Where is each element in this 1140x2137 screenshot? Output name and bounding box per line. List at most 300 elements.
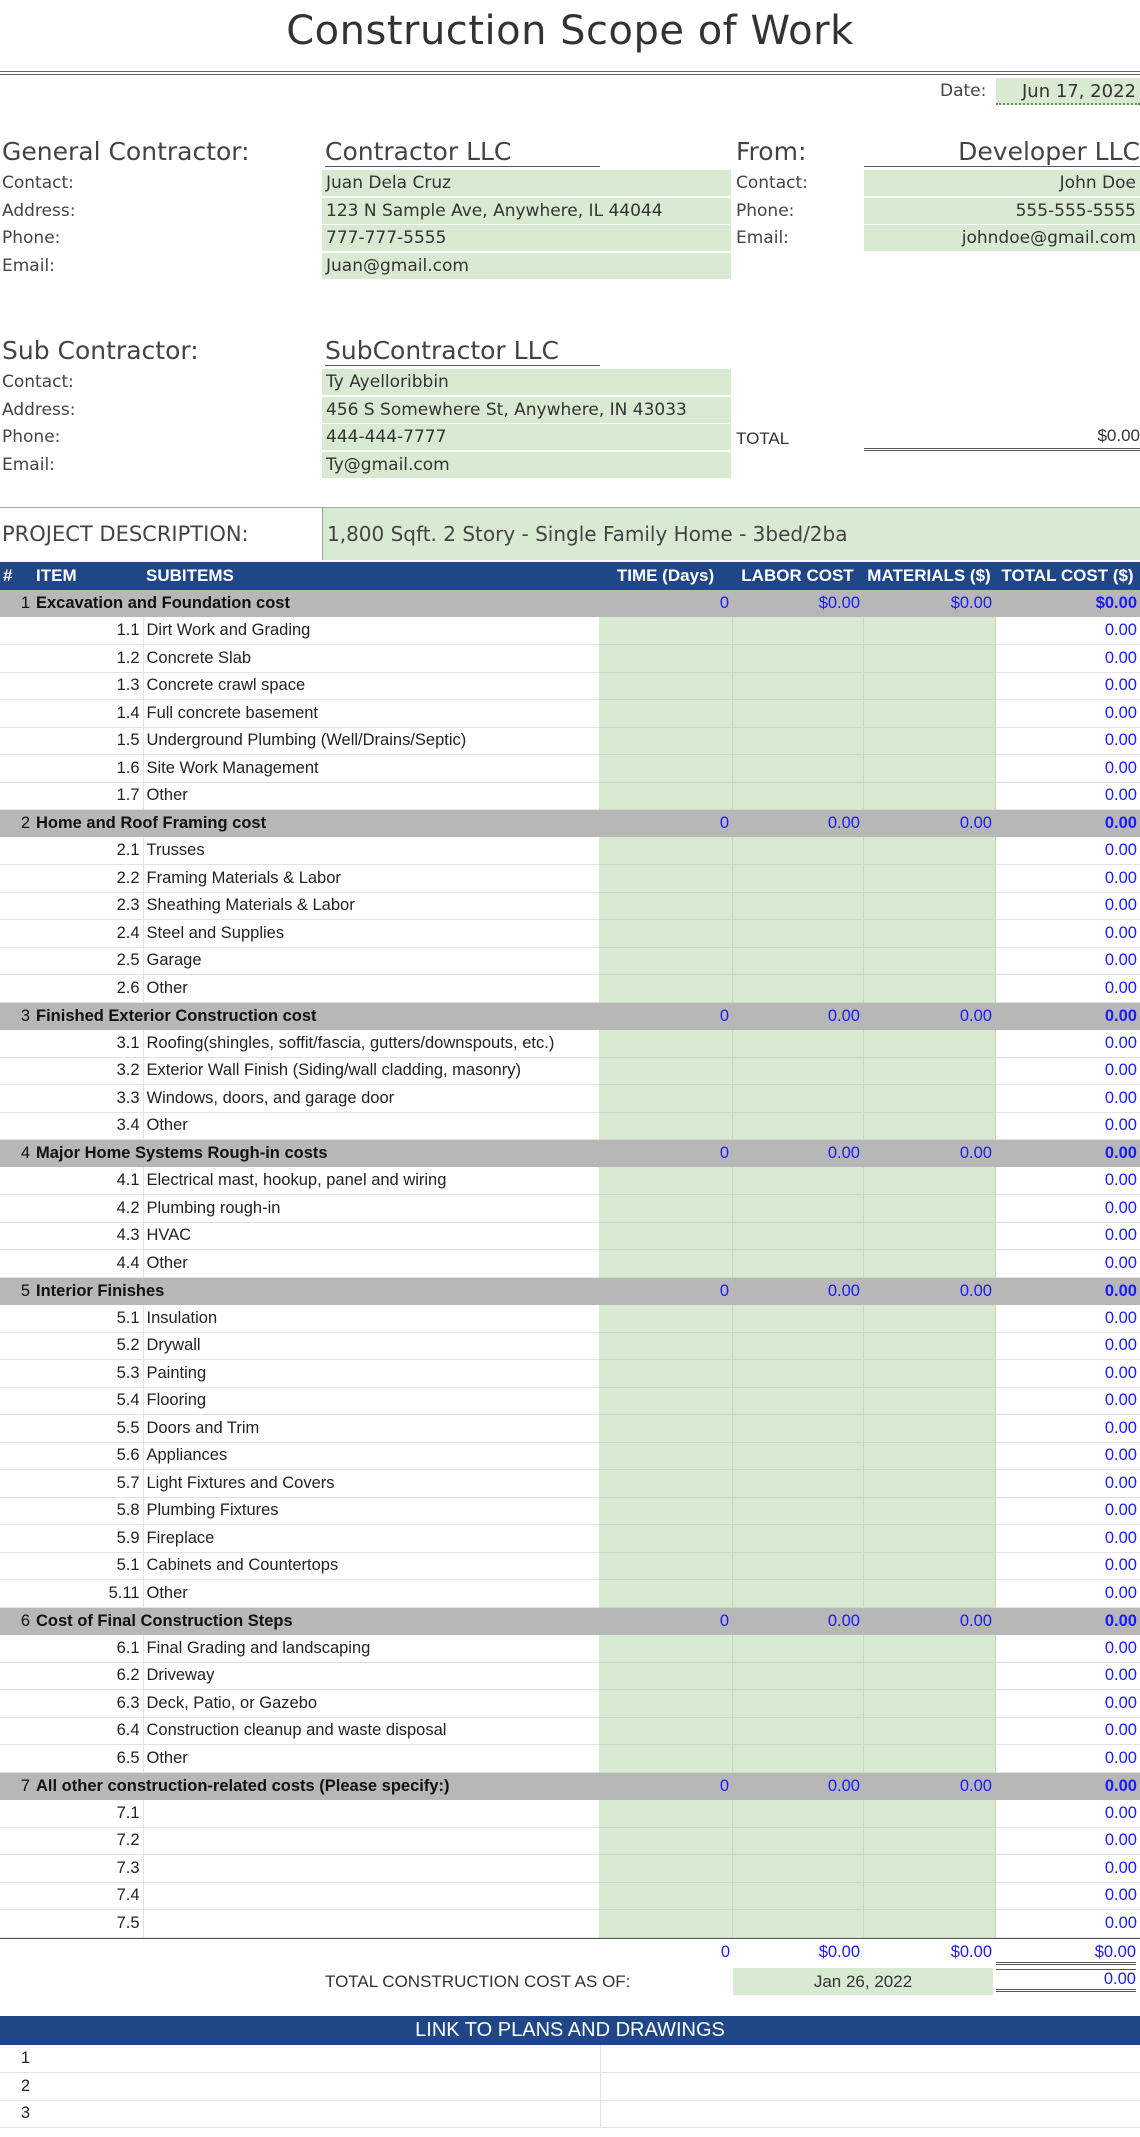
subitem-name[interactable]: Doors and Trim [143,1415,599,1443]
table-row [0,1360,1140,1388]
subitem-name[interactable]: Site Work Management [143,755,599,783]
row-blank [0,1827,33,1855]
category-labor: 0.00 [732,1002,863,1030]
subitem-total: 0.00 [995,1415,1140,1443]
general_contractor-row-value[interactable]: Juan@gmail.com [322,253,731,280]
project-description-field[interactable]: 1,800 Sqft. 2 Story - Single Family Home - 3bed/2ba [322,508,1140,560]
labor-input[interactable] [732,1635,863,1663]
time-input[interactable] [599,1222,732,1250]
subitem-name[interactable]: Concrete crawl space [143,672,599,700]
time-input[interactable] [599,1882,732,1910]
materials-input[interactable] [863,1497,995,1525]
time-input[interactable] [599,672,732,700]
materials-input[interactable] [863,645,995,673]
subitem-name[interactable] [143,1910,599,1938]
time-input[interactable] [599,1332,732,1360]
subitem-name[interactable]: Exterior Wall Finish (Siding/wall cladding, masonry) [143,1057,599,1085]
materials-input[interactable] [863,1112,995,1140]
labor-input[interactable] [732,755,863,783]
category-row [0,590,1140,618]
table-row [0,1497,1140,1525]
category-labor: 0.00 [732,810,863,838]
subitem-number: 5.1 [33,1305,143,1333]
subitem-name[interactable]: Other [143,1250,599,1278]
subitem-name[interactable]: Cabinets and Countertops [143,1552,599,1580]
time-input[interactable] [599,1552,732,1580]
time-input[interactable] [599,1662,732,1690]
subitem-total: 0.00 [995,1442,1140,1470]
labor-input[interactable] [732,892,863,920]
materials-input[interactable] [863,782,995,810]
subitem-number: 4.4 [33,1250,143,1278]
subitem-name[interactable]: Painting [143,1360,599,1388]
subitem-name[interactable]: Underground Plumbing (Well/Drains/Septic) [143,727,599,755]
labor-input[interactable] [732,1030,863,1058]
time-input[interactable] [599,1717,732,1745]
category-total: 0.00 [995,810,1140,838]
table-row [0,1112,1140,1140]
labor-input[interactable] [732,1882,863,1910]
category-materials: 0.00 [863,1277,995,1305]
materials-input[interactable] [863,672,995,700]
subitem-number: 6.4 [33,1717,143,1745]
materials-input[interactable] [863,1552,995,1580]
general_contractor-row-value[interactable]: Juan Dela Cruz [322,170,731,197]
from-row-label: Phone: [736,200,795,221]
labor-input[interactable] [732,1167,863,1195]
labor-input[interactable] [732,1745,863,1773]
row-blank [0,1250,33,1278]
subitem-name[interactable]: Other [143,975,599,1003]
labor-input[interactable] [732,1690,863,1718]
materials-input[interactable] [863,1415,995,1443]
time-input[interactable] [599,1085,732,1113]
link-row-divider [600,2073,601,2100]
time-input[interactable] [599,1690,732,1718]
general_contractor-row-value[interactable]: 777-777-5555 [322,225,731,252]
labor-input[interactable] [732,1855,863,1883]
subitem-name[interactable] [143,1882,599,1910]
labor-input[interactable] [732,1525,863,1553]
labor-input[interactable] [732,1360,863,1388]
materials-input[interactable] [863,1167,995,1195]
labor-input[interactable] [732,1827,863,1855]
materials-input[interactable] [863,1882,995,1910]
subitem-name[interactable]: Steel and Supplies [143,920,599,948]
subitem-name[interactable]: Trusses [143,837,599,865]
category-labor: 0.00 [732,1607,863,1635]
category-name: Interior Finishes [33,1277,599,1305]
subitem-name[interactable]: Windows, doors, and garage door [143,1085,599,1113]
sub_contractor-row-value[interactable]: Ty Ayelloribbin [322,369,731,396]
subitem-total: 0.00 [995,975,1140,1003]
labor-input[interactable] [732,1195,863,1223]
time-input[interactable] [599,1250,732,1278]
subitem-name[interactable] [143,1827,599,1855]
materials-input[interactable] [863,1195,995,1223]
time-input[interactable] [599,975,732,1003]
subitem-name[interactable]: Light Fixtures and Covers [143,1470,599,1498]
materials-input[interactable] [863,1745,995,1773]
subitem-number: 1.7 [33,782,143,810]
materials-input[interactable] [863,1525,995,1553]
subitem-name[interactable]: Framing Materials & Labor [143,865,599,893]
table-row [0,1442,1140,1470]
subitem-total: 0.00 [995,1525,1140,1553]
row-blank [0,1800,33,1828]
labor-input[interactable] [732,1057,863,1085]
category-time: 0 [599,1002,732,1030]
time-input[interactable] [599,1360,732,1388]
row-blank [0,645,33,673]
general_contractor-row-label: Address: [2,200,76,221]
labor-input[interactable] [732,837,863,865]
materials-input[interactable] [863,1717,995,1745]
from-row-value[interactable]: johndoe@gmail.com [864,225,1140,252]
materials-input[interactable] [863,1250,995,1278]
table-row [0,892,1140,920]
date-field[interactable]: Jun 17, 2022 [996,78,1140,105]
row-blank [0,1085,33,1113]
time-input[interactable] [599,1910,732,1938]
time-input[interactable] [599,1497,732,1525]
table-row [0,1525,1140,1553]
subitem-total: 0.00 [995,672,1140,700]
subitem-name[interactable]: Sheathing Materials & Labor [143,892,599,920]
subitem-name[interactable]: Construction cleanup and waste disposal [143,1717,599,1745]
general_contractor-row-value[interactable]: 123 N Sample Ave, Anywhere, IL 44044 [322,198,731,225]
labor-input[interactable] [732,1910,863,1938]
labor-input[interactable] [732,1580,863,1608]
row-blank [0,920,33,948]
table-row [0,1030,1140,1058]
subitem-total: 0.00 [995,1635,1140,1663]
category-name: Excavation and Foundation cost [33,590,599,618]
subitem-name[interactable]: Plumbing rough-in [143,1195,599,1223]
time-input[interactable] [599,1057,732,1085]
category-number: 6 [0,1607,33,1635]
materials-input[interactable] [863,1057,995,1085]
materials-input[interactable] [863,1305,995,1333]
subitem-name[interactable]: Fireplace [143,1525,599,1553]
table-row [0,837,1140,865]
link-row[interactable] [0,2045,1140,2073]
grand-total-cost: $0.00 [996,1943,1136,1965]
labor-input[interactable] [732,672,863,700]
time-input[interactable] [599,1442,732,1470]
category-time: 0 [599,810,732,838]
category-time: 0 [599,1772,732,1800]
time-input[interactable] [599,1167,732,1195]
subitem-name[interactable]: Dirt Work and Grading [143,617,599,645]
materials-input[interactable] [863,1085,995,1113]
subitem-name[interactable]: Appliances [143,1442,599,1470]
category-total: 0.00 [995,1607,1140,1635]
subitem-number: 7.1 [33,1800,143,1828]
subitem-name[interactable]: Other [143,1112,599,1140]
subitem-number: 4.1 [33,1167,143,1195]
from-row-value[interactable]: John Doe [864,170,1140,197]
materials-input[interactable] [863,1332,995,1360]
as-of-date-field[interactable]: Jan 26, 2022 [733,1968,993,1995]
table-row [0,727,1140,755]
materials-input[interactable] [863,1442,995,1470]
subitem-number: 5.11 [33,1580,143,1608]
general-contractor-heading: General Contractor: [2,137,250,166]
category-labor: 0.00 [732,1772,863,1800]
materials-input[interactable] [863,700,995,728]
labor-input[interactable] [732,1387,863,1415]
sub-contractor-heading: Sub Contractor: [2,336,199,365]
labor-input[interactable] [732,1662,863,1690]
labor-input[interactable] [732,1470,863,1498]
time-input[interactable] [599,1305,732,1333]
subitem-total: 0.00 [995,1112,1140,1140]
row-blank [0,1855,33,1883]
category-name: All other construction-related costs (Please specify:) [33,1772,599,1800]
subitem-number: 1.3 [33,672,143,700]
sub_contractor-row-value[interactable]: 444-444-7777 [322,424,731,451]
subitem-name[interactable]: Driveway [143,1662,599,1690]
subitem-number: 6.2 [33,1662,143,1690]
as-of-label: TOTAL CONSTRUCTION COST AS OF: [325,1972,631,1991]
labor-input[interactable] [732,617,863,645]
time-input[interactable] [599,865,732,893]
labor-input[interactable] [732,1497,863,1525]
from-row-value[interactable]: 555-555-5555 [864,198,1140,225]
labor-input[interactable] [732,1085,863,1113]
subitem-name[interactable]: Flooring [143,1387,599,1415]
link-row[interactable] [0,2100,1140,2128]
materials-input[interactable] [863,1800,995,1828]
table-row [0,700,1140,728]
table-row [0,1855,1140,1883]
time-input[interactable] [599,1580,732,1608]
row-blank [0,1030,33,1058]
time-input[interactable] [599,727,732,755]
subitem-total: 0.00 [995,1167,1140,1195]
subitem-total: 0.00 [995,1882,1140,1910]
time-input[interactable] [599,1112,732,1140]
subitem-name[interactable]: Plumbing Fixtures [143,1497,599,1525]
subitem-total: 0.00 [995,892,1140,920]
row-blank [0,782,33,810]
table-row [0,1690,1140,1718]
labor-input[interactable] [732,700,863,728]
table-row [0,1305,1140,1333]
time-input[interactable] [599,947,732,975]
table-row [0,617,1140,645]
time-input[interactable] [599,755,732,783]
category-name: Major Home Systems Rough-in costs [33,1140,599,1168]
row-blank [0,755,33,783]
subitem-total: 0.00 [995,1085,1140,1113]
labor-input[interactable] [732,727,863,755]
table-row [0,1332,1140,1360]
labor-input[interactable] [732,1332,863,1360]
materials-input[interactable] [863,837,995,865]
category-labor: 0.00 [732,1277,863,1305]
category-total: 0.00 [995,1140,1140,1168]
project-description-label: PROJECT DESCRIPTION: [2,522,249,546]
subitem-name[interactable]: Garage [143,947,599,975]
category-time: 0 [599,1607,732,1635]
materials-input[interactable] [863,865,995,893]
materials-input[interactable] [863,1580,995,1608]
labor-input[interactable] [732,1552,863,1580]
labor-input[interactable] [732,1305,863,1333]
subitem-number: 5.5 [33,1415,143,1443]
sub_contractor-row-value[interactable]: Ty@gmail.com [322,452,731,479]
labor-input[interactable] [732,1800,863,1828]
time-input[interactable] [599,1470,732,1498]
materials-input[interactable] [863,1827,995,1855]
labor-input[interactable] [732,1442,863,1470]
time-input[interactable] [599,837,732,865]
scope-table [0,562,1140,1938]
subitem-name[interactable]: Drywall [143,1332,599,1360]
subitem-number: 6.1 [33,1635,143,1663]
time-input[interactable] [599,1387,732,1415]
labor-input[interactable] [732,1250,863,1278]
time-input[interactable] [599,1800,732,1828]
time-input[interactable] [599,1195,732,1223]
subitem-number: 2.4 [33,920,143,948]
time-input[interactable] [599,1827,732,1855]
row-blank [0,1167,33,1195]
sub_contractor-row-value[interactable]: 456 S Somewhere St, Anywhere, IN 43033 [322,397,731,424]
materials-input[interactable] [863,1222,995,1250]
time-input[interactable] [599,782,732,810]
labor-input[interactable] [732,947,863,975]
subitem-number: 4.3 [33,1222,143,1250]
materials-input[interactable] [863,1635,995,1663]
row-blank [0,1525,33,1553]
table-row [0,1195,1140,1223]
subitem-name[interactable]: HVAC [143,1222,599,1250]
table-row [0,1415,1140,1443]
table-row [0,947,1140,975]
table-row [0,1910,1140,1938]
materials-input[interactable] [863,1360,995,1388]
category-number: 7 [0,1772,33,1800]
materials-input[interactable] [863,1470,995,1498]
materials-input[interactable] [863,947,995,975]
subitem-total: 0.00 [995,727,1140,755]
link-row[interactable] [0,2073,1140,2101]
materials-input[interactable] [863,617,995,645]
materials-input[interactable] [863,1690,995,1718]
from-row-label: Email: [736,228,789,248]
subitem-name[interactable] [143,1800,599,1828]
link-row-divider [600,2100,601,2127]
table-header-row [0,562,1140,590]
table-row [0,1717,1140,1745]
materials-input[interactable] [863,1855,995,1883]
subitem-number: 5.4 [33,1387,143,1415]
subitem-number: 5.7 [33,1470,143,1498]
table-row [0,672,1140,700]
subitem-name[interactable]: Other [143,782,599,810]
materials-input[interactable] [863,920,995,948]
subitem-name[interactable]: Other [143,1745,599,1773]
subitem-name[interactable]: Electrical mast, hookup, panel and wiring [143,1167,599,1195]
time-input[interactable] [599,645,732,673]
materials-input[interactable] [863,1030,995,1058]
subitem-name[interactable]: Other [143,1580,599,1608]
materials-input[interactable] [863,892,995,920]
time-input[interactable] [599,1030,732,1058]
time-input[interactable] [599,617,732,645]
subitem-name[interactable]: Full concrete basement [143,700,599,728]
category-row [0,1277,1140,1305]
subitem-number: 2.2 [33,865,143,893]
materials-input[interactable] [863,1910,995,1938]
labor-input[interactable] [732,1415,863,1443]
subitem-total: 0.00 [995,1387,1140,1415]
materials-input[interactable] [863,975,995,1003]
table-row [0,1387,1140,1415]
materials-input[interactable] [863,1662,995,1690]
table-bottom-border [0,1938,1140,1939]
labor-input[interactable] [732,865,863,893]
materials-input[interactable] [863,755,995,783]
category-total: 0.00 [995,1277,1140,1305]
subitem-name[interactable]: Final Grading and landscaping [143,1635,599,1663]
time-input[interactable] [599,892,732,920]
labor-input[interactable] [732,645,863,673]
sub_contractor-row-label: Email: [2,454,55,475]
labor-input[interactable] [732,920,863,948]
time-input[interactable] [599,920,732,948]
subitem-name[interactable] [143,1855,599,1883]
category-row [0,810,1140,838]
category-materials: 0.00 [863,1607,995,1635]
time-input[interactable] [599,1635,732,1663]
labor-input[interactable] [732,1112,863,1140]
subitem-number: 2.1 [33,837,143,865]
subitem-name[interactable]: Roofing(shingles, soffit/fascia, gutters/downspouts, etc.) [143,1030,599,1058]
materials-input[interactable] [863,727,995,755]
subitem-name[interactable]: Insulation [143,1305,599,1333]
subitem-total: 0.00 [995,1057,1140,1085]
subitem-total: 0.00 [995,1580,1140,1608]
subitem-name[interactable]: Deck, Patio, or Gazebo [143,1690,599,1718]
row-blank [0,1442,33,1470]
subitem-total: 0.00 [995,1552,1140,1580]
category-labor: $0.00 [732,590,863,618]
category-row [0,1772,1140,1800]
time-input[interactable] [599,1855,732,1883]
labor-input[interactable] [732,1222,863,1250]
title-divider [0,71,1140,75]
time-input[interactable] [599,700,732,728]
subitem-name[interactable]: Concrete Slab [143,645,599,673]
row-blank [0,1112,33,1140]
table-row [0,1167,1140,1195]
row-blank [0,1222,33,1250]
time-input[interactable] [599,1525,732,1553]
category-row [0,1607,1140,1635]
labor-input[interactable] [732,975,863,1003]
time-input[interactable] [599,1415,732,1443]
labor-input[interactable] [732,1717,863,1745]
materials-input[interactable] [863,1387,995,1415]
category-number: 2 [0,810,33,838]
labor-input[interactable] [732,782,863,810]
time-input[interactable] [599,1745,732,1773]
subitem-number: 3.1 [33,1030,143,1058]
